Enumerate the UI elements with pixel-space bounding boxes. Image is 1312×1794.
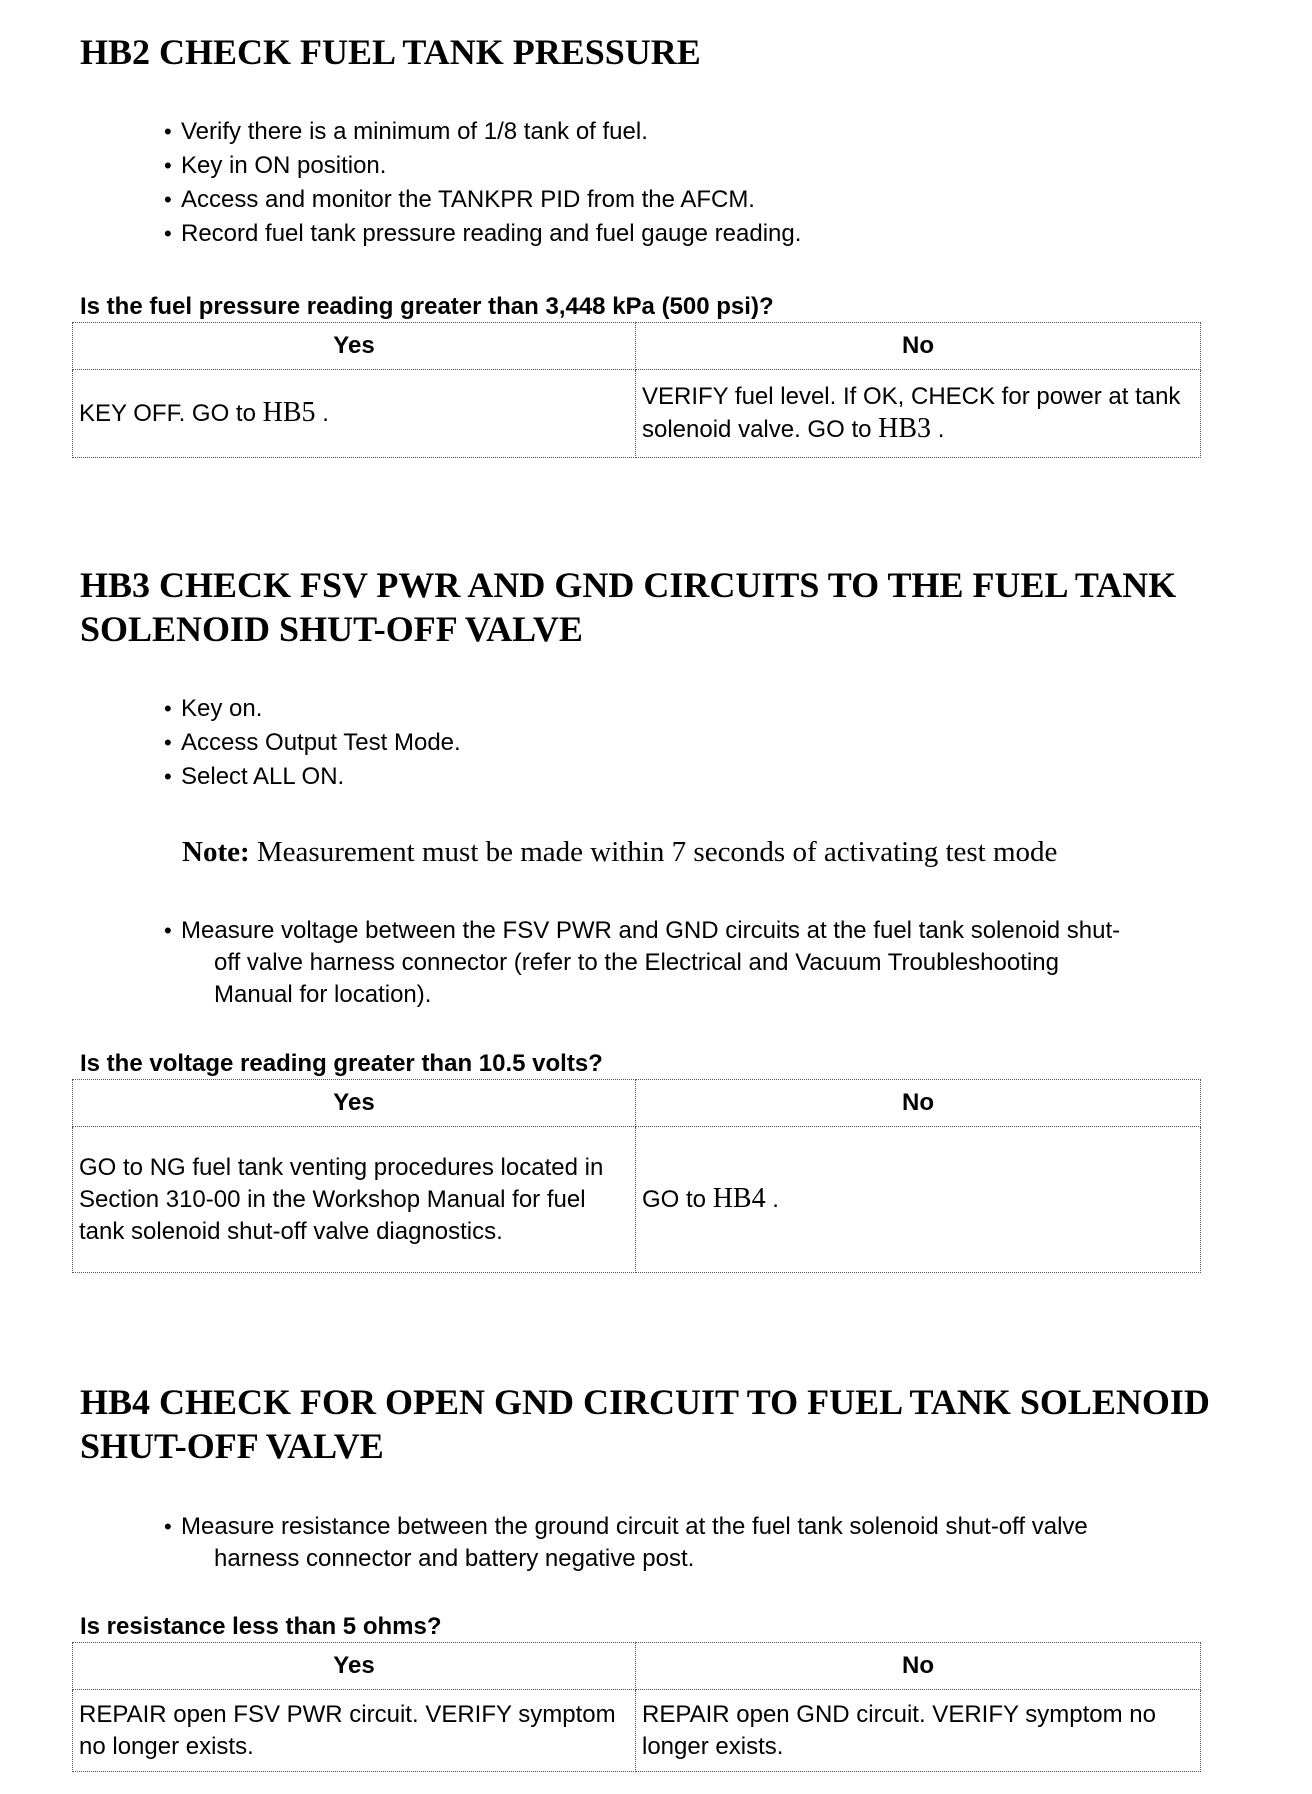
list-item: • Access and monitor the TANKPR PID from the AFCM. [164,183,801,217]
hb4-measure-step [164,1511,1284,1575]
no-cell: GO to HB4 . [636,1127,1201,1273]
measure-line-2: harness connector and battery negative post. [214,1545,695,1572]
hb3-decision-table [72,1079,1201,1273]
no-header: No [636,1643,1201,1690]
measure-line-2: off valve harness connector (refer to the Electrical and Vacuum Troubleshooting [214,949,1059,976]
yes-cell [73,1127,636,1273]
hb4-decision-table [72,1642,1201,1772]
note-label: Note: [182,836,250,868]
note-text: Measurement must be made within 7 seconds of activating test mode [256,836,1058,868]
yes-header: Yes [73,323,636,370]
hb3-link[interactable]: HB3 [878,413,932,444]
measure-line-1: • Measure voltage between the FSV PWR and GND circuits at the fuel tank solenoid shut- [164,915,1284,947]
table-row [73,370,1201,458]
measure-line-1: • Measure resistance between the ground circuit at the fuel tank solenoid shut-off valve [164,1511,1284,1543]
hb2-question: Is the fuel pressure reading greater than 3,448 kPa (500 psi)? [80,293,774,320]
list-item: • Verify there is a minimum of 1/8 tank of fuel. [164,115,801,149]
hb4-title: HB4 CHECK FOR OPEN GND CIRCUIT TO FUEL TANK SOLENOID SHUT-OFF VALVE [80,1382,1210,1466]
yes-header: Yes [73,1080,636,1127]
list-item: • Access Output Test Mode. [164,726,461,760]
table-header-row [73,1643,1201,1690]
no-cell: REPAIR open GND circuit. VERIFY symptom no longer exists. [636,1690,1201,1772]
hb4-link[interactable]: HB4 [712,1183,766,1214]
no-cell-text: GO to [642,1186,707,1213]
no-header: No [636,1080,1201,1127]
yes-cell: REPAIR open FSV PWR circuit. VERIFY symptom no longer exists. [73,1690,636,1772]
no-header: No [636,323,1201,370]
table-row [73,1127,1201,1273]
hb3-title: HB3 CHECK FSV PWR AND GND CIRCUITS TO THE FUEL TANK SOLENOID SHUT-OFF VALVE [80,565,1177,649]
hb3-note [182,834,1057,870]
list-item: • Select ALL ON. [164,760,461,794]
hb5-link[interactable]: HB5 [262,397,316,428]
table-header-row [73,323,1201,370]
hb3-measure-step [164,915,1284,1011]
hb3-bullet-list [164,692,461,794]
list-item: • Key on. [164,692,461,726]
no-cell: VERIFY fuel level. If OK, CHECK for power at tank solenoid valve. GO to HB3 . [636,370,1201,458]
hb2-bullet-list [164,115,801,251]
hb4-question: Is resistance less than 5 ohms? [80,1613,442,1640]
hb2-title: HB2 CHECK FUEL TANK PRESSURE [80,32,701,72]
yes-cell: KEY OFF. GO to HB5 . [73,370,636,458]
yes-cell-text: GO to NG fuel tank venting procedures located in Section 310-00 in the Workshop Manual for fuel tank solenoid shut-off valve diagnostics. [79,1153,604,1245]
yes-header: Yes [73,1643,636,1690]
no-cell-text: VERIFY fuel level. If OK, CHECK for power at tank solenoid valve. GO to [642,383,1181,443]
hb2-decision-table [72,322,1201,458]
table-header-row [73,1080,1201,1127]
yes-cell-text: KEY OFF. GO to [79,400,256,427]
list-item: • Record fuel tank pressure reading and fuel gauge reading. [164,217,801,251]
table-row [73,1690,1201,1772]
measure-line-3: Manual for location). [214,981,432,1008]
hb3-question: Is the voltage reading greater than 10.5 volts? [80,1050,603,1077]
list-item: • Key in ON position. [164,149,801,183]
